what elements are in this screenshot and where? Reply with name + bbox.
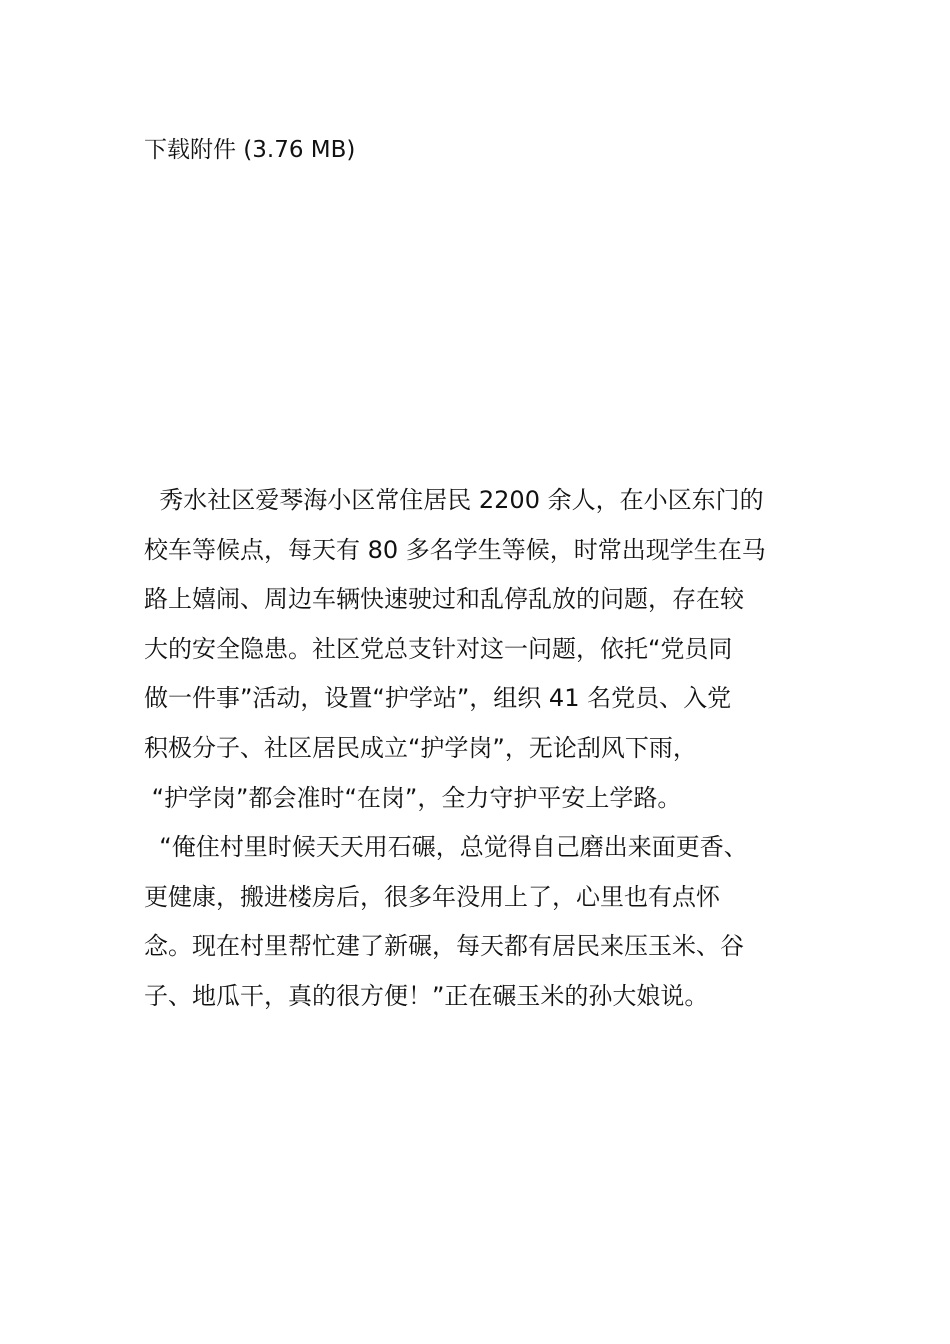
paragraph-stone-mill	[144, 823, 808, 1021]
download-attachment-link[interactable]: 下载附件 (3.76 MB)	[144, 137, 356, 163]
paragraph-school-guard	[144, 476, 808, 823]
paragraph-line: 路上嬉闹、周边车辆快速驶过和乱停乱放的问题，存在较	[144, 585, 744, 614]
paragraph-line: 积极分子、社区居民成立“护学岗”，无论刮风下雨，	[144, 733, 697, 762]
paragraph-line: 更健康，搬进楼房后，很多年没用上了，心里也有点怀	[144, 882, 720, 911]
paragraph-line: 念。现在村里帮忙建了新碾，每天都有居民来压玉米、谷	[144, 932, 744, 961]
paragraph-line: 校车等候点，每天有 80 多名学生等候，时常出现学生在马	[144, 535, 766, 564]
paragraph-line: 做一件事”活动，设置“护学站”，组织 41 名党员、入党	[144, 684, 732, 713]
article-body	[144, 476, 808, 1022]
paragraph-line: 子、地瓜干，真的很方便！”正在碾玉米的孙大娘说。	[144, 981, 709, 1010]
paragraph-line: 秀水社区爱琴海小区常住居民 2200 余人，在小区东门的	[144, 486, 764, 514]
paragraph-line: “护学岗”都会准时“在岗”，全力守护平安上学路。	[144, 783, 682, 812]
paragraph-line: 大的安全隐患。社区党总支针对这一问题，依托“党员同	[144, 634, 733, 663]
paragraph-line: “俺住村里时候天天用石碾，总觉得自己磨出来面更香、	[144, 833, 748, 862]
